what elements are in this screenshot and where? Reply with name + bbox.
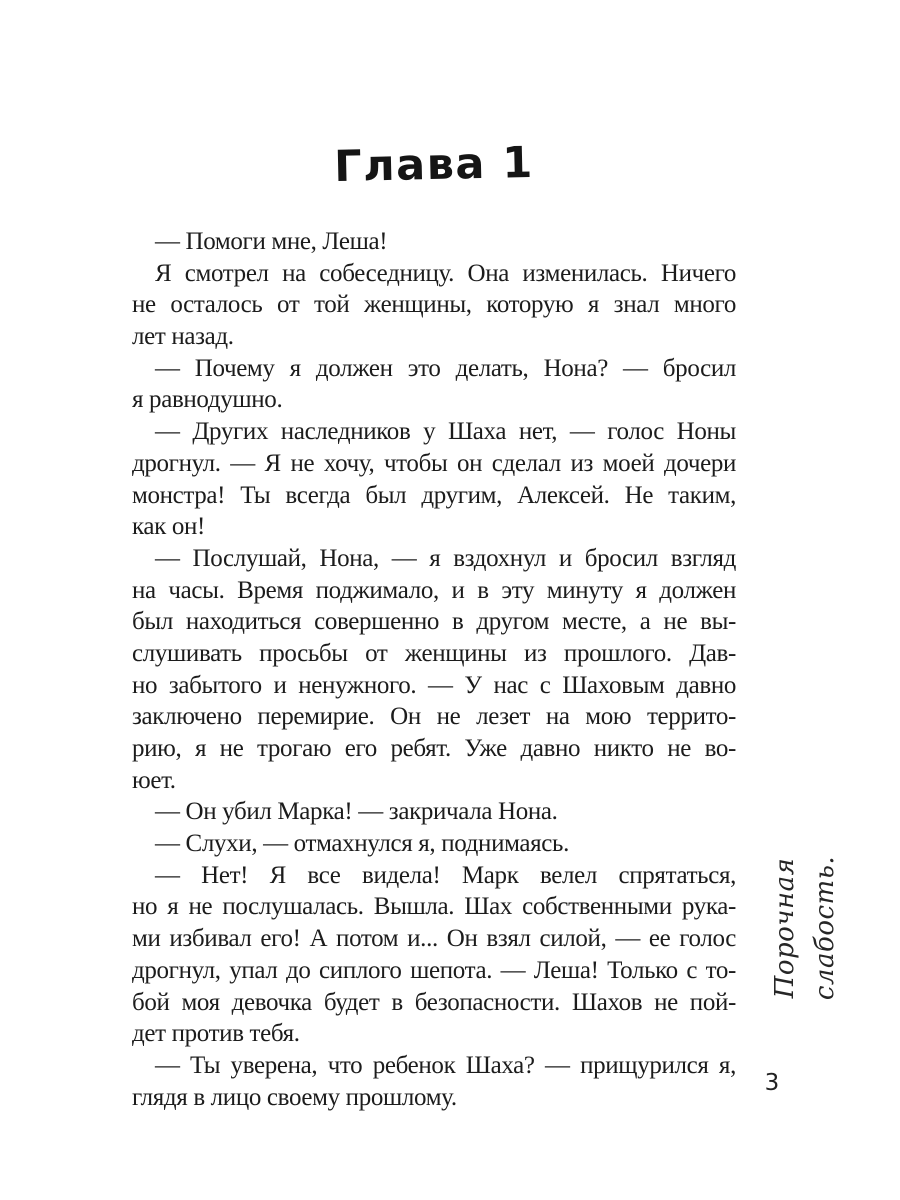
text-line: Я смотрел на собеседницу. Она изменилась. Ничего: [155, 259, 736, 287]
paragraph: [132, 543, 736, 797]
text-line: дрогнул. — Я не хочу, чтобы он сделал из моей дочери: [132, 449, 736, 477]
paragraph: [132, 828, 736, 860]
paragraph: [132, 796, 736, 828]
text-line: на часы. Время поджимало, и в эту минуту я должен: [132, 576, 736, 604]
text-line: был находиться совершенно в другом месте, а не вы-: [132, 608, 736, 636]
page-number: 3: [764, 1070, 780, 1096]
paragraph: [132, 860, 736, 1050]
text-line: дет против тебя.: [132, 1020, 300, 1048]
text-line: — Слухи, — отмахнулся я, поднимаясь.: [155, 830, 569, 858]
text-line: но забытого и ненужного. — У нас с Шаховым давно: [132, 671, 736, 699]
text-line: юет.: [132, 766, 176, 794]
text-line: лет назад.: [132, 323, 234, 351]
text-line: — Ты уверена, что ребенок Шаха? — прищурился я,: [155, 1051, 736, 1079]
text-line: но я не послушалась. Вышла. Шах собственными рука-: [132, 893, 736, 921]
paragraph: [132, 226, 736, 258]
text-line: глядя в лицо своему прошлому.: [132, 1083, 457, 1111]
text-line: — Послушай, Нона, — я вздохнул и бросил взгляд: [155, 544, 736, 572]
text-line: заключено перемирие. Он не лезет на мою террито-: [132, 703, 736, 731]
text-line: — Других наследников у Шаха нет, — голос Ноны: [155, 418, 736, 446]
text-line: не осталось от той женщины, которую я знал много: [132, 291, 736, 319]
side-book-title: Порочная слабость.: [770, 855, 840, 1001]
paragraph: [132, 1050, 736, 1113]
text-line: монстра! Ты всегда был другим, Алексей. Не таким,: [132, 481, 736, 509]
text-line: — Он убил Марка! — закричала Нона.: [155, 798, 558, 826]
text-line: ми избивал его! А потом и... Он взял силой, — ее голос: [132, 925, 736, 953]
text-line: слушивать просьбы от женщины из прошлого. Дав-: [132, 639, 736, 667]
text-line: — Почему я должен это делать, Нона? — бросил: [155, 354, 736, 382]
chapter-heading: Глава 1: [333, 137, 535, 193]
text-line: дрогнул, упал до сиплого шепота. — Леша! Только с то-: [132, 956, 736, 984]
paragraph: [132, 416, 736, 543]
text-line: — Нет! Я все видела! Марк велел спрятаться,: [155, 861, 736, 889]
text-line: я равнодушно.: [132, 386, 283, 414]
body-text: [132, 226, 736, 1113]
paragraph: [132, 353, 736, 416]
text-line: рию, я не трогаю его ребят. Уже давно никто не во-: [132, 735, 736, 762]
paragraph: [132, 258, 736, 353]
text-line: бой моя девочка будет в безопасности. Шахов не пой-: [132, 988, 736, 1016]
text-line: — Помоги мне, Леша!: [155, 228, 388, 255]
text-line: как он!: [132, 513, 206, 541]
